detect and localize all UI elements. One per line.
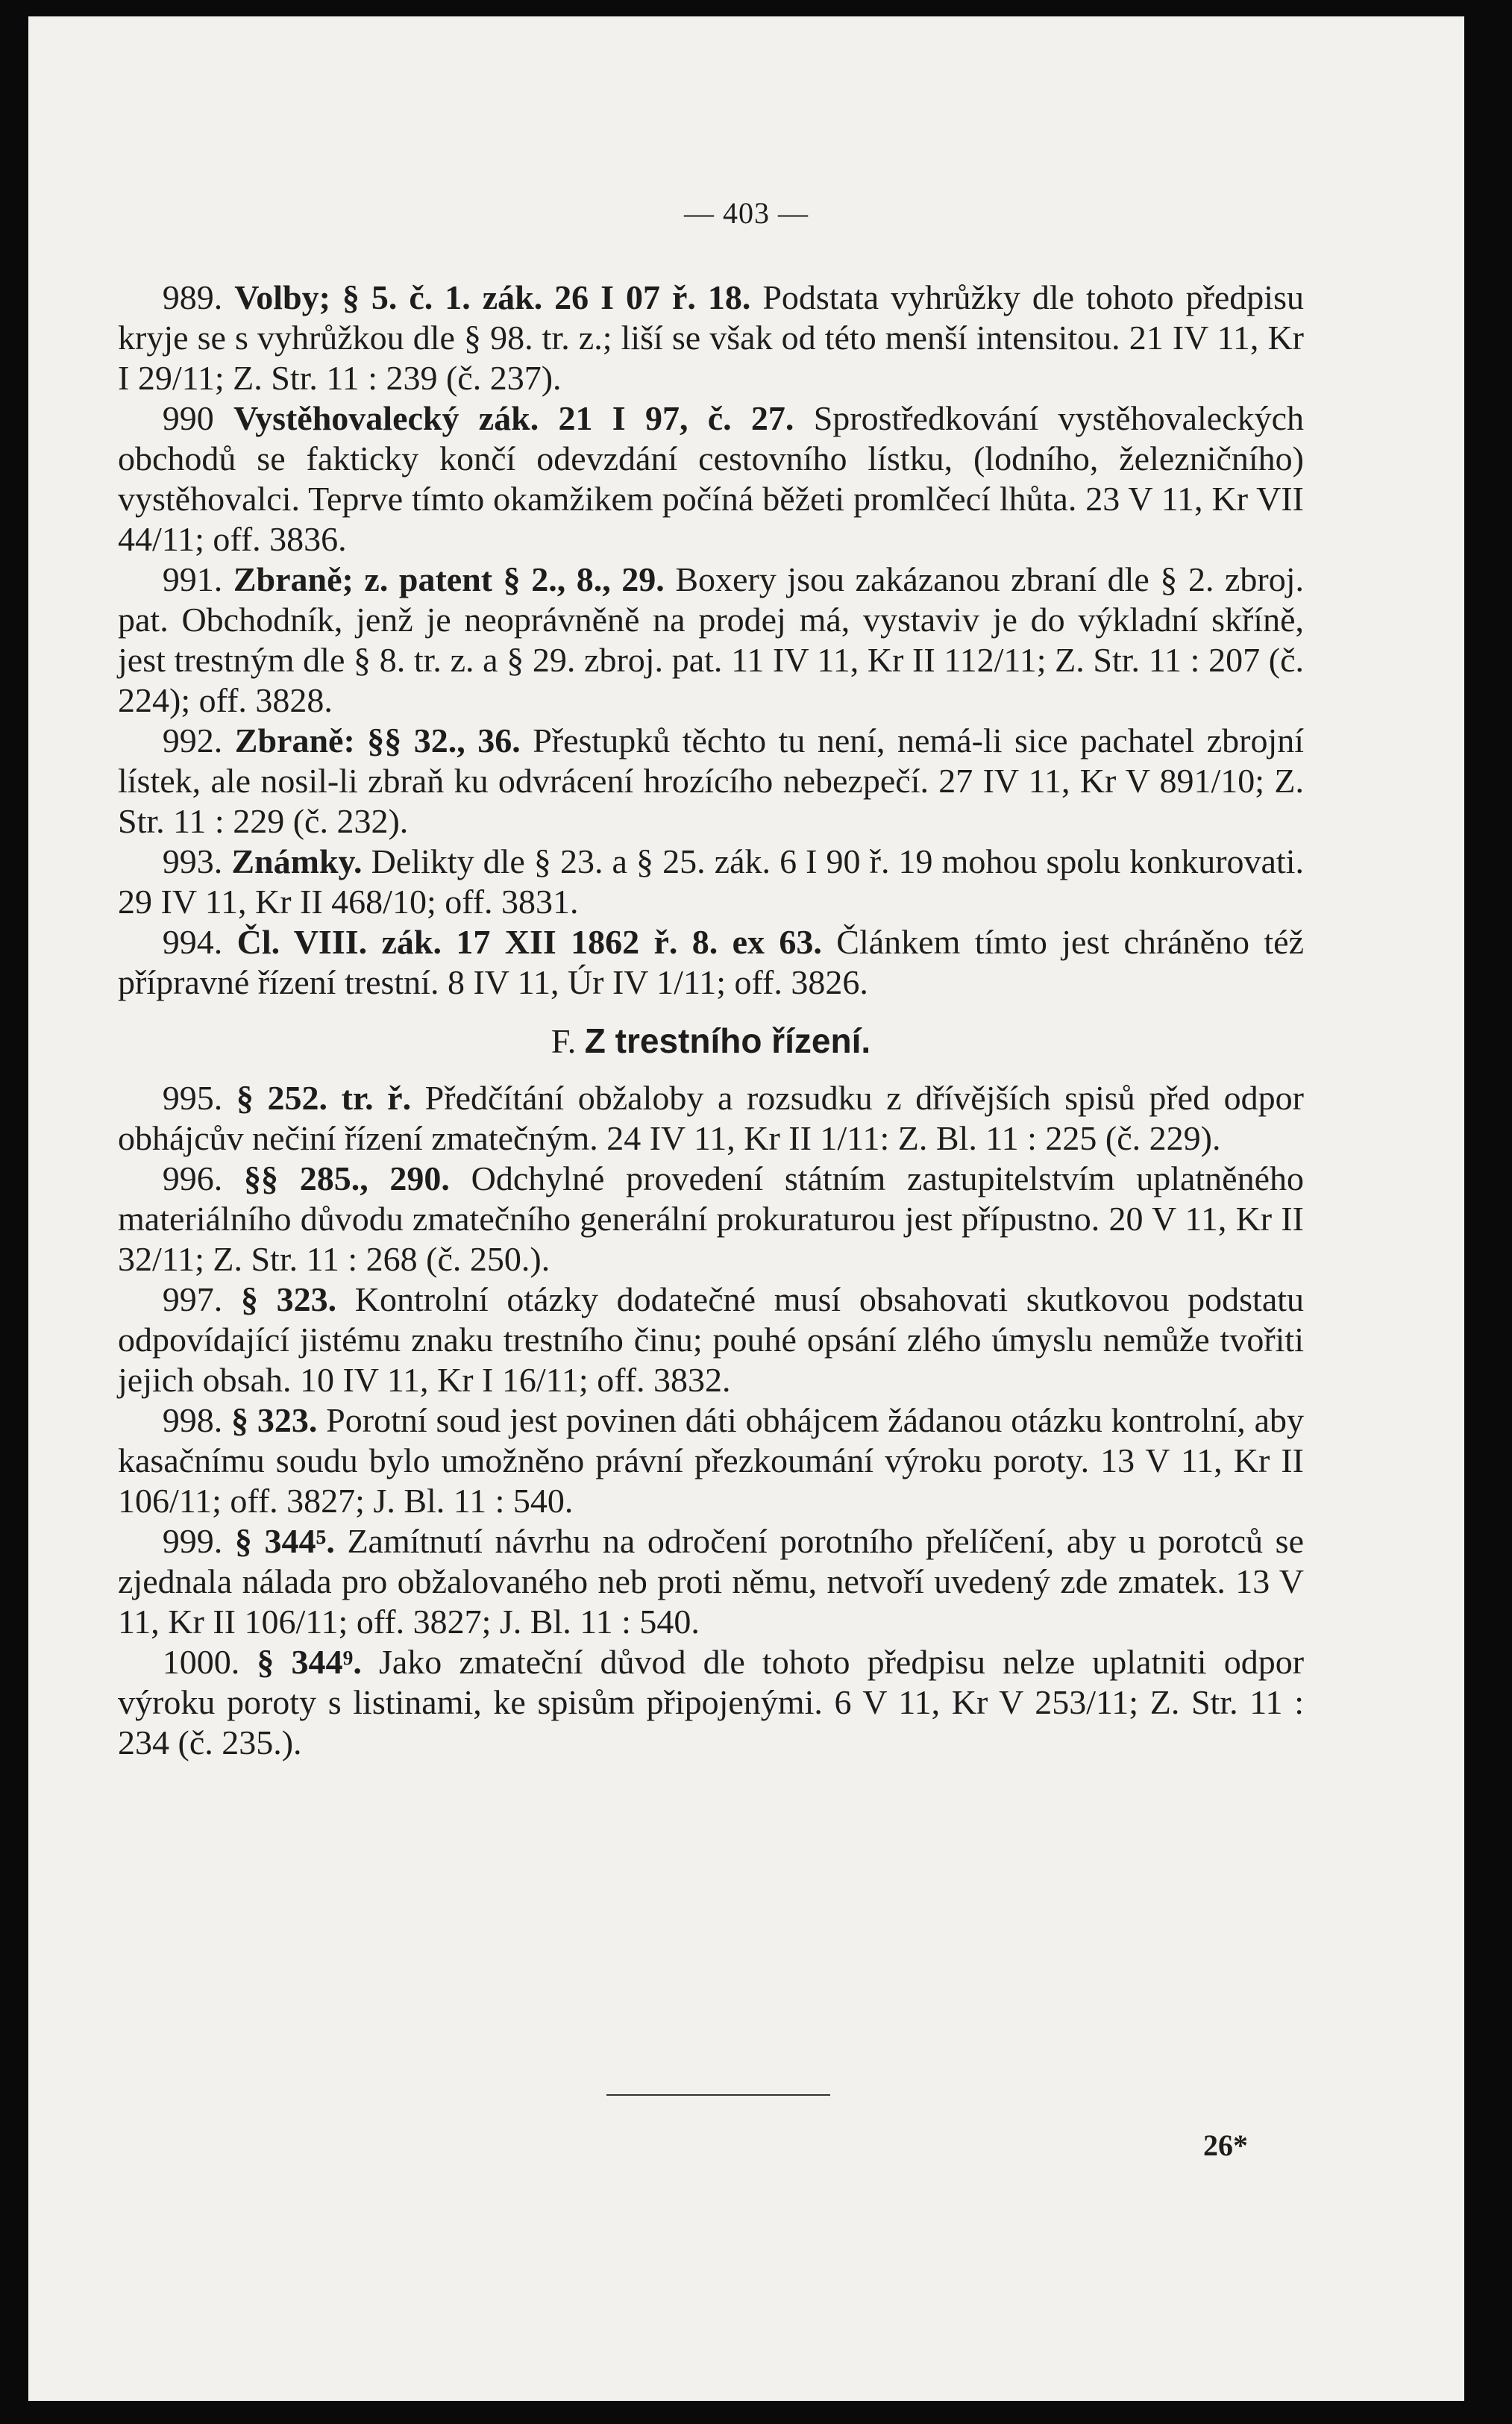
section-title: Z trestního řízení. (584, 1021, 871, 1060)
section-heading (118, 1021, 1304, 1062)
entry-989: 989. Volby; § 5. č. 1. zák. 26 I 07 ř. 18. Podstata vyhrůžky dle tohoto předpisu kryje se s vyhrůžkou dle § 98. tr. z.; liší se však od této menší intensitou. 21 IV 11, Kr I 29/11; Z. Str. 11 : 239 (č. 237). (118, 278, 1304, 397)
entry-998: 998. § 323. Porotní soud jest povinen dáti obhájcem žádanou otázku kontrolní, aby kasačnímu soudu bylo umožněno právní přezkoumání výroku poroty. 13 V 11, Kr II 106/11; off. 3827; J. Bl. 11 : 540. (118, 1401, 1305, 1520)
section-letter: F. (550, 1022, 577, 1060)
entry-993: 993. Známky. Delikty dle § 23. a § 25. zák. 6 I 90 ř. 19 mohou spolu konkurovati. 29 IV 11, Kr II 468/10; off. 3831. (118, 842, 1304, 921)
body-text (118, 278, 1304, 1763)
entry-997: 997. § 323. Kontrolní otázky dodatečné musí obsahovati skutkovou podstatu odpovídající jistému znaku trestního činu; pouhé opsání zlého úmyslu nemůže tvořiti jejich obsah. 10 IV 11, Kr I 16/11; off. 3832. (118, 1280, 1305, 1399)
entry-1000: 1000. § 344⁹. Jako zmateční důvod dle tohoto předpisu nelze uplatniti odpor výroku poroty s listinami, ke spisům připojenými. 6 V 11, Kr V 253/11; Z. Str. 11 : 234 (č. 235.). (118, 1643, 1305, 1761)
entry-992: 992. Zbraně: §§ 32., 36. Přestupků těchto tu není, nemá-li sice pachatel zbrojní lístek, ale nosil-li zbraň ku odvrácení hrozícího nebezpečí. 27 IV 11, Kr V 891/10; Z. Str. 11 : 229 (č. 232). (118, 721, 1305, 840)
entry-994: 994. Čl. VIII. zák. 17 XII 1862 ř. 8. ex 63. Článkem tímto jest chráněno též přípravné řízení trestní. 8 IV 11, Úr IV 1/11; off. 3826. (118, 923, 1305, 1001)
entry-995: 995. § 252. tr. ř. Předčítání obžaloby a rozsudku z dřívějších spisů před odpor obhájcův nečiní řízení zmatečným. 24 IV 11, Kr II 1/11: Z. Bl. 11 : 225 (č. 229). (118, 1079, 1305, 1157)
entry-991: 991. Zbraně; z. patent § 2., 8., 29. Boxery jsou zakázanou zbraní dle § 2. zbroj. pat. Obchodník, jenž je neoprávněně na prodej má, vystaviv je do výkladní skříně, jest trestným dle § 8. tr. z. a § 29. zbroj. pat. 11 IV 11, Kr II 112/11; Z. Str. 11 : 207 (č. 224); off. 3828. (118, 560, 1305, 719)
entry-990: 990 Vystěhovalecký zák. 21 I 97, č. 27. Sprostředkování vystěhovaleckých obchodů se fakticky končí odevzdání cestovního lístku, (lodního, železničního) vystěhovalci. Teprve tímto okamžikem počíná běžeti promlčecí lhůta. 23 V 11, Kr VII 44/11; off. 3836. (118, 399, 1305, 558)
footer-divider (606, 2094, 830, 2096)
entry-996: 996. §§ 285., 290. Odchylné provedení státním zastupitelstvím uplatněného materiálního důvodu zmatečního generální prokuraturou jest přípustno. 20 V 11, Kr II 32/11; Z. Str. 11 : 268 (č. 250.). (118, 1159, 1305, 1278)
page (28, 16, 1464, 2401)
entry-999: 999. § 344⁵. Zamítnutí návrhu na odročení porotního přelíčení, aby u porotců se zjednala nálada pro obžalovaného neb proti němu, netvoří uvedený zde zmatek. 13 V 11, Kr II 106/11; off. 3827; J. Bl. 11 : 540. (118, 1522, 1305, 1641)
signature-mark: 26* (1203, 2129, 1248, 2162)
page-number: — 403 — (684, 196, 809, 230)
